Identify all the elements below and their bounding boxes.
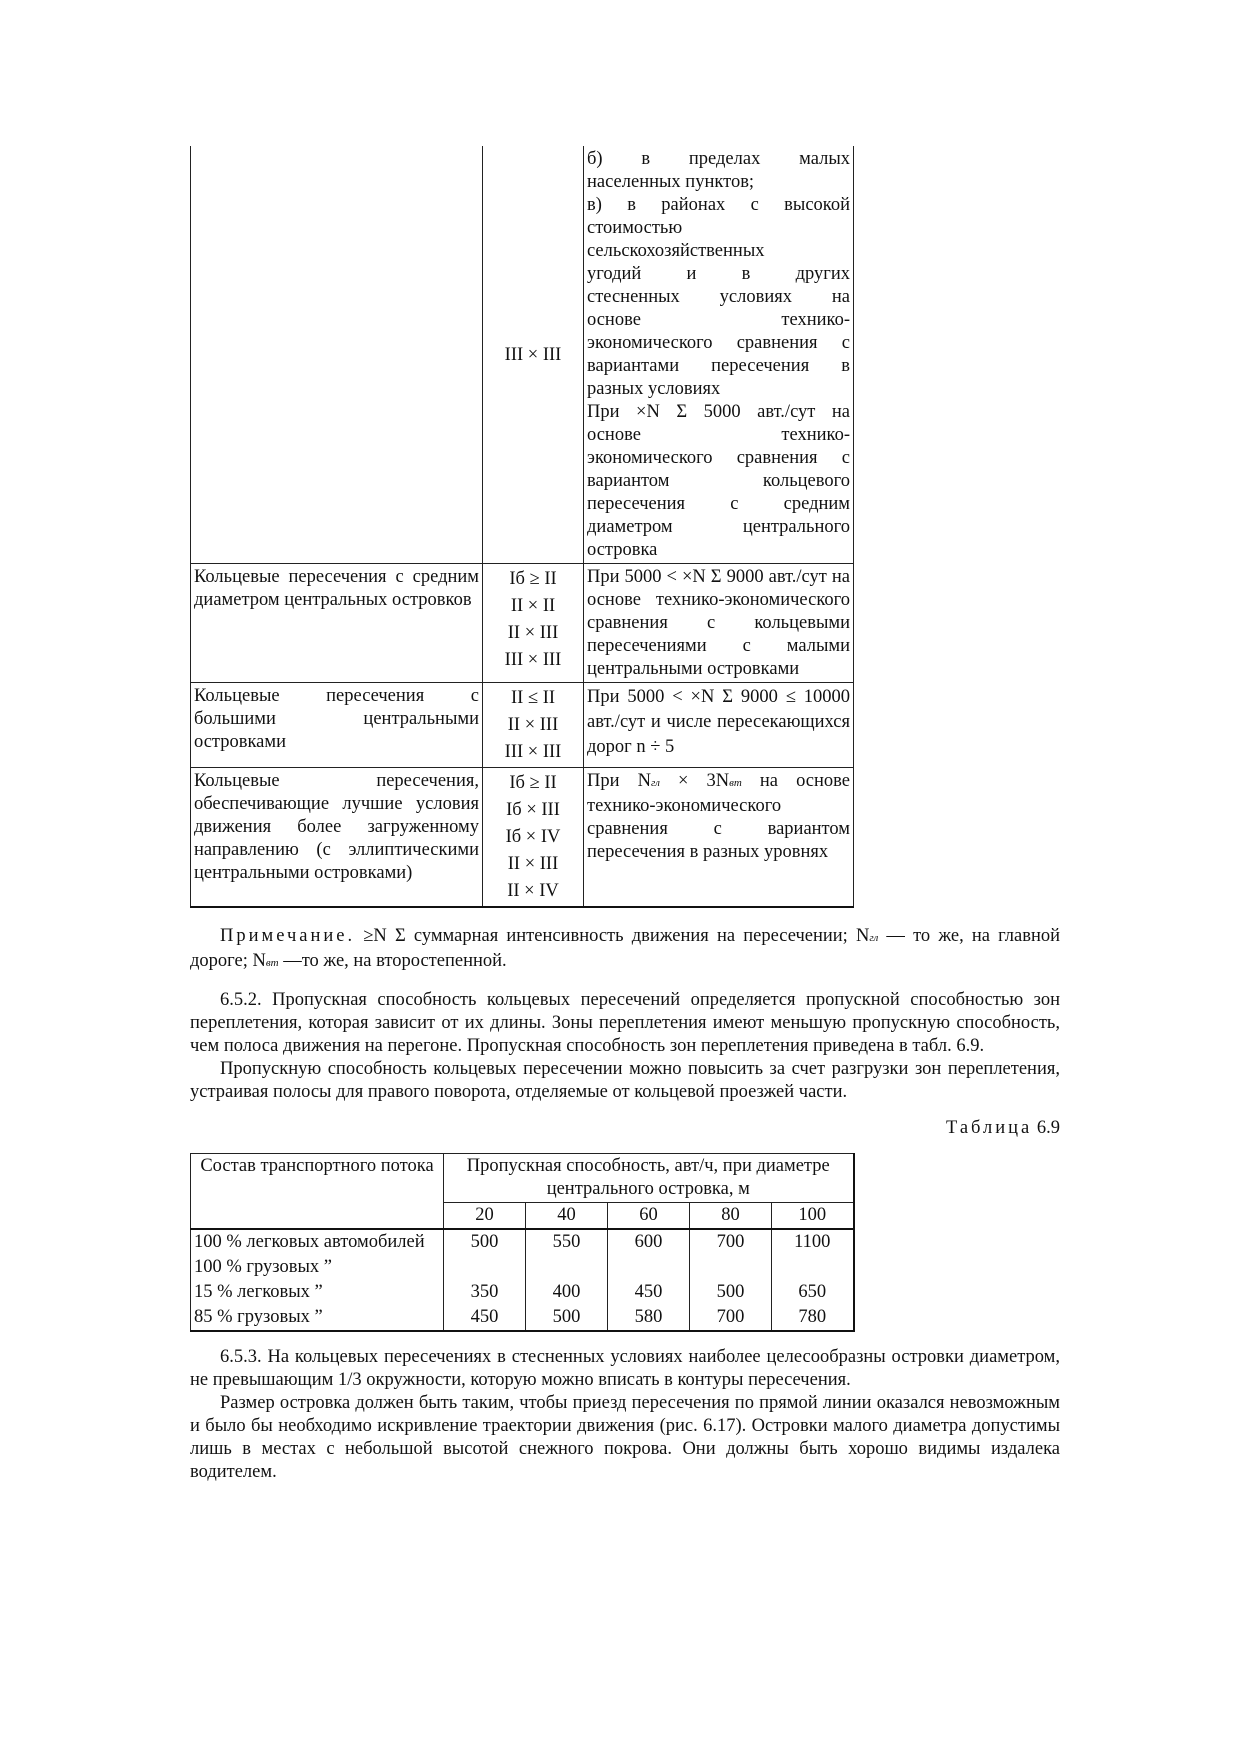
table-cell [772, 1255, 854, 1280]
table-cell: 780 [772, 1305, 854, 1331]
table-cell-scheme [483, 146, 584, 564]
header-diameter: 20 [444, 1203, 526, 1230]
table-cell: 550 [526, 1229, 608, 1255]
note-label: Примечание. [220, 926, 356, 946]
header-diameter: 40 [526, 1203, 608, 1230]
condition-line: диаметром центрального [587, 517, 850, 537]
condition-line: При ×N Σ 5000 авт./сут на [587, 402, 850, 422]
condition-line: сельскохозяйственных [587, 241, 765, 261]
table-cell-scheme [483, 768, 584, 908]
header-diameter: 100 [772, 1203, 854, 1230]
condition-line: основе технико- [587, 310, 850, 330]
table-cell: 500 [690, 1280, 772, 1305]
table-cell: 600 [608, 1229, 690, 1255]
condition-line: разных условиях [587, 379, 721, 399]
row-label: 100 % грузовых ” [191, 1255, 444, 1280]
table-row [191, 1229, 854, 1255]
condition-line: стоимостью [587, 218, 683, 238]
intersection-types-table [190, 146, 854, 908]
condition-line: основе технико- [587, 425, 850, 445]
paragraph-6-5-3-cont: Размер островка должен быть таким, чтобы приезд пересечения по прямой линии оказался невозможным и было бы необходимо искривление траектории движения (рис. 6.17). Островки малого диаметра допустимы лишь в местах с небольшой высотой снежного покрова. Они должны быть хорошо видимы издалека водителем. [190, 1393, 1060, 1482]
table-cell-condition: При Nгл × 3Nвт на основе технико-экономического сравнения с вариантом пересечения в разных уровнях [584, 768, 854, 908]
table-row [191, 1280, 854, 1305]
table-cell [526, 1255, 608, 1280]
table-cell [608, 1255, 690, 1280]
table-caption: Таблица 6.9 [946, 1118, 1060, 1138]
table-row [191, 146, 854, 564]
scheme-value: Iб × III [506, 800, 560, 820]
table-cell [444, 1255, 526, 1280]
condition-line: пересечения с средним [587, 494, 850, 514]
condition-line: островка [587, 540, 658, 560]
table-row [191, 683, 854, 768]
document-page [190, 146, 1060, 1484]
condition-line: населенных пунктов; [587, 172, 755, 192]
table-cell-condition: При 5000 < ×N Σ 9000 авт./сут на основе технико-экономического сравнения с кольцевыми пересечениями с малыми центральными островками [584, 564, 854, 683]
scheme-value: II × III [507, 623, 559, 643]
capacity-table [190, 1153, 855, 1332]
table-cell-scheme [483, 564, 584, 683]
header-composition: Состав транспортного потока [191, 1154, 444, 1230]
table-cell-type [191, 146, 483, 564]
row-label: 85 % грузовых ” [191, 1305, 444, 1331]
table-cell-condition: При 5000 < ×N Σ 9000 ≤ 10000 авт./сут и числе пересекающихся дорог n ÷ 5 [584, 683, 854, 768]
header-diameter: 60 [608, 1203, 690, 1230]
scheme-value: II ≤ II [510, 688, 556, 708]
table-cell: 1100 [772, 1229, 854, 1255]
scheme-value: II × IV [507, 881, 559, 901]
table-cell: 700 [690, 1305, 772, 1331]
condition-line: угодий и в других [587, 264, 850, 284]
scheme-value: II × II [510, 596, 556, 616]
condition-line: вариантом кольцевого [587, 471, 850, 491]
table-cell: 580 [608, 1305, 690, 1331]
condition-line: экономического сравнения с [587, 448, 850, 468]
table-cell: 450 [444, 1305, 526, 1331]
condition-line: вариантами пересечения в [587, 356, 850, 376]
table-row [191, 564, 854, 683]
header-capacity: Пропускная способность, авт/ч, при диаметре центрального островка, м [444, 1154, 854, 1203]
row-label: 100 % легковых автомобилей [191, 1229, 444, 1255]
scheme-value: II × III [507, 854, 559, 874]
table-cell-type: Кольцевые пересечения с большими центральными островками [191, 683, 483, 768]
table-cell: 650 [772, 1280, 854, 1305]
table-row [191, 768, 854, 908]
row-label: 15 % легковых ” [191, 1280, 444, 1305]
table-cell: 450 [608, 1280, 690, 1305]
table-row [191, 1255, 854, 1280]
scheme-value: Iб ≥ II [509, 773, 557, 793]
table-cell-condition [584, 146, 854, 564]
scheme-value: II × III [507, 715, 559, 735]
table-row [191, 1305, 854, 1331]
condition-line: экономического сравнения с [587, 333, 850, 353]
table-cell: 700 [690, 1229, 772, 1255]
table-cell: 500 [444, 1229, 526, 1255]
header-diameter: 80 [690, 1203, 772, 1230]
table-cell-type: Кольцевые пересечения, обеспечивающие лучшие условия движения более загруженному направлению (с эллиптическими центральными островками) [191, 768, 483, 908]
paragraph-6-5-2: 6.5.2. Пропускная способность кольцевых пересечений определяется пропускной способностью зон переплетения, которая зависит от их длины. Зоны переплетения имеют меньшую пропускную способность, чем полоса движения на перегоне. Пропускная способность зон переплетения приведена в табл. 6.9. [190, 990, 1060, 1056]
scheme-value: Iб × IV [505, 827, 561, 847]
condition-line: б) в пределах малых [587, 149, 850, 169]
table-cell-scheme [483, 683, 584, 768]
scheme-value: III × III [504, 344, 562, 365]
table-cell-type: Кольцевые пересечения с средним диаметром центральных островков [191, 564, 483, 683]
condition-line: стесненных условиях на [587, 287, 850, 307]
table-header-row [191, 1154, 854, 1203]
scheme-value: Iб ≥ II [509, 569, 557, 589]
condition-line: в) в районах с высокой [587, 195, 850, 215]
table-cell: 500 [526, 1305, 608, 1331]
table-cell [690, 1255, 772, 1280]
paragraph-6-5-3: 6.5.3. На кольцевых пересечениях в стесненных условиях наиболее целесообразны островки диаметром, не превышающим 1/3 окружности, которую можно вписать в контуры пересечения. [190, 1347, 1060, 1390]
paragraph-6-5-2-cont: Пропускную способность кольцевых пересечении можно повысить за счет разгрузки зон переплетения, устраивая полосы для правого поворота, отделяемые от кольцевой проезжей части. [190, 1059, 1060, 1102]
table-note: Примечание. ≥N Σ суммарная интенсивность движения на пересечении; Nгл — то же, на главной дороге; Nвт —то же, на второстепенной. [190, 926, 1060, 971]
table-cell: 400 [526, 1280, 608, 1305]
table-cell: 350 [444, 1280, 526, 1305]
scheme-value: III × III [504, 742, 562, 762]
scheme-value: III × III [504, 650, 562, 670]
